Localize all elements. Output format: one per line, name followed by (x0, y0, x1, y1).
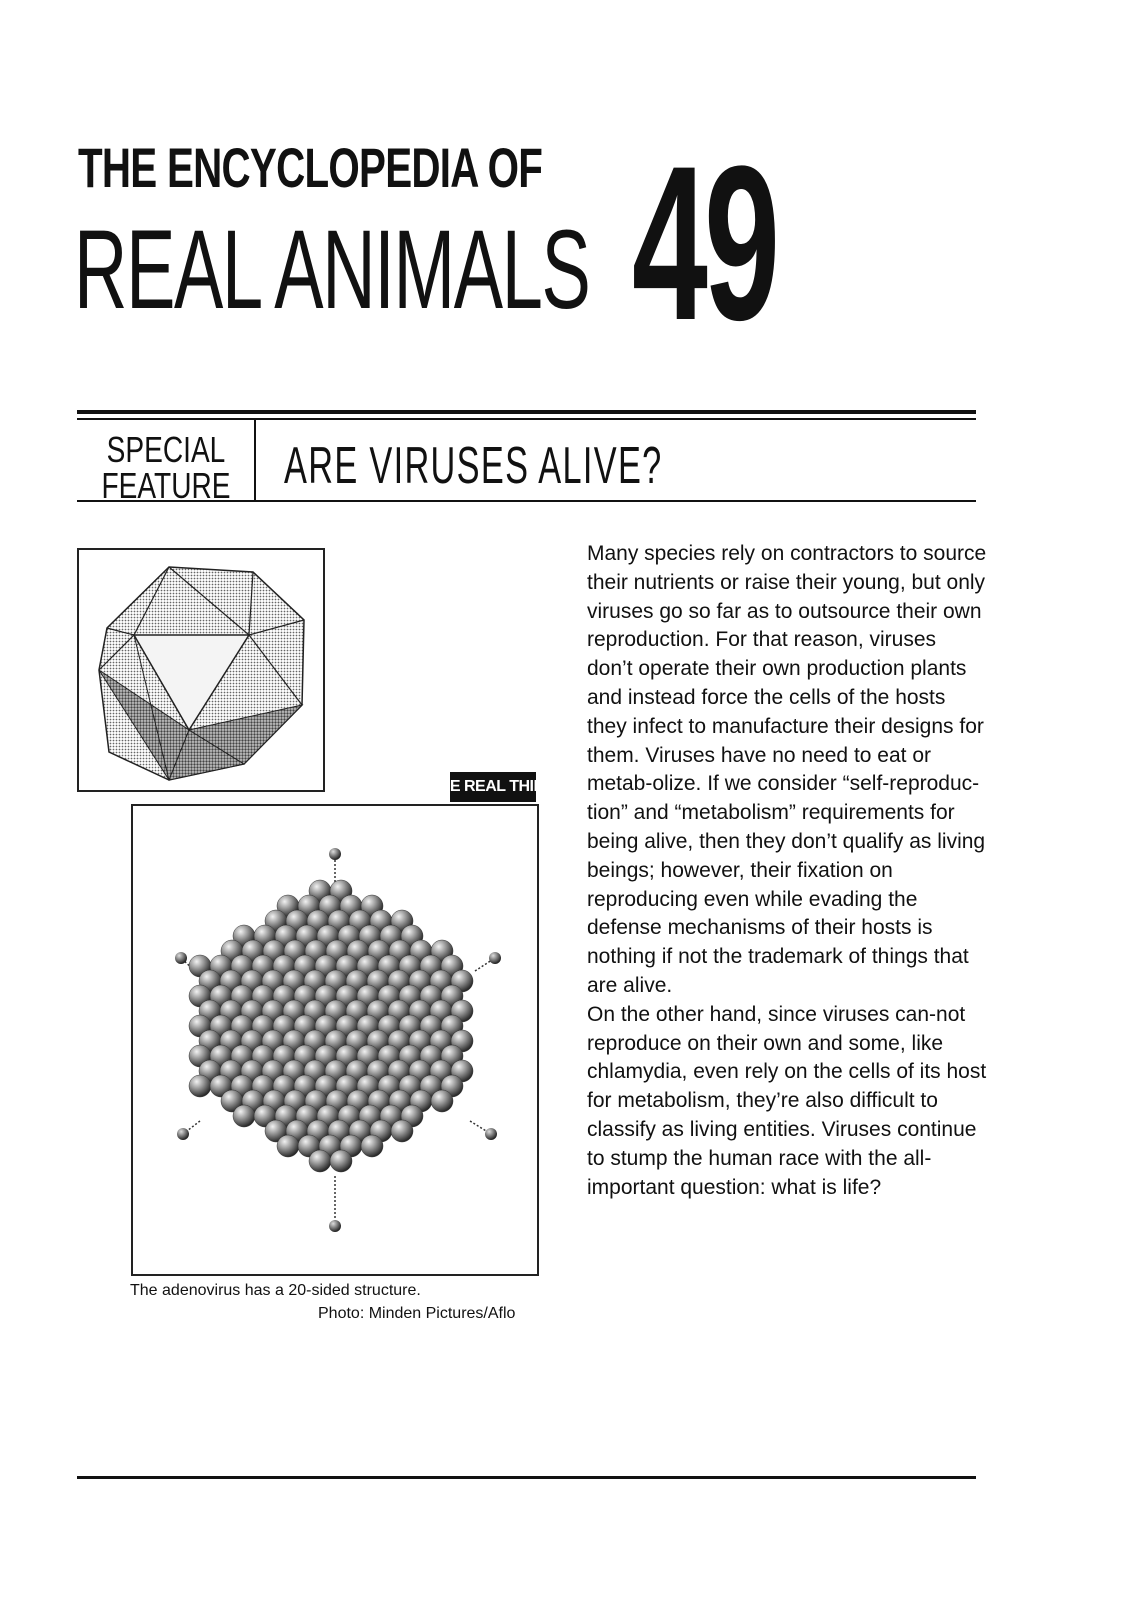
feature-label-line1: SPECIAL (106, 429, 226, 470)
special-feature-label (97, 429, 234, 506)
footer-rule (77, 1476, 976, 1479)
feature-divider (254, 420, 256, 500)
article-body (587, 540, 987, 1202)
real-thing-badge: THE REAL THING (450, 772, 536, 802)
issue-number: 49 (632, 120, 777, 366)
spike-knob (175, 952, 187, 964)
capsomere-sphere (277, 1135, 299, 1157)
feature-title: ARE VIRUSES ALIVE? (284, 437, 663, 495)
top-rule-thin (77, 418, 976, 420)
figure-caption: The adenovirus has a 20-sided structure. (130, 1282, 421, 1299)
feature-label-line2: FEATURE (101, 465, 231, 506)
article-paragraph-2: On the other hand, since viruses can-not reproduce on their own and some, like chlamydia, even rely on the cells of its host for metabolism, they’re also difficult to classify as living entities. Viruses continue to stump the human race with the all-important question: what is life? (587, 1002, 987, 1199)
spike-knob (485, 1128, 497, 1140)
capsomere-sphere (361, 1135, 383, 1157)
capsomere-sphere (431, 1090, 453, 1112)
icosahedron-diagram (77, 548, 325, 792)
capsomere-sphere (189, 1075, 211, 1097)
spike-knob (329, 1220, 341, 1232)
top-rule-thick (77, 410, 976, 414)
spike-knob (329, 848, 341, 860)
article-paragraph-1: Many species rely on contractors to source their nutrients or raise their young, but only viruses go so far as to outsource their own reproduction. For that reason, viruses don’t operate their own production plants and instead force the cells of the hosts they infect to manufacture their designs for them. Viruses have no need to eat or metab-olize. If we consider “self-reproduc-tion” and “metabolism” requirements for being alive, then they don’t qualify as living beings; however, their fixation on reproducing even while evading the defense mechanisms of their hosts is nothing if not the trademark of things that are alive. (587, 542, 987, 997)
capsomere-sphere (391, 1120, 413, 1142)
capsomere-sphere (233, 1105, 255, 1127)
capsomere-sphere (330, 1150, 352, 1172)
adenovirus-icon (133, 806, 537, 1274)
photo-credit: Photo: Minden Pictures/Aflo (318, 1305, 516, 1322)
adenovirus-photo (131, 804, 539, 1276)
spike-knob (177, 1128, 189, 1140)
spike-knob (489, 952, 501, 964)
encyclopedia-title-line1: THE ENCYCLOPEDIA OF (78, 136, 543, 199)
encyclopedia-title-line2: REAL ANIMALS (74, 207, 590, 332)
icosahedron-icon (79, 550, 323, 790)
capsomere-sphere (309, 1150, 331, 1172)
